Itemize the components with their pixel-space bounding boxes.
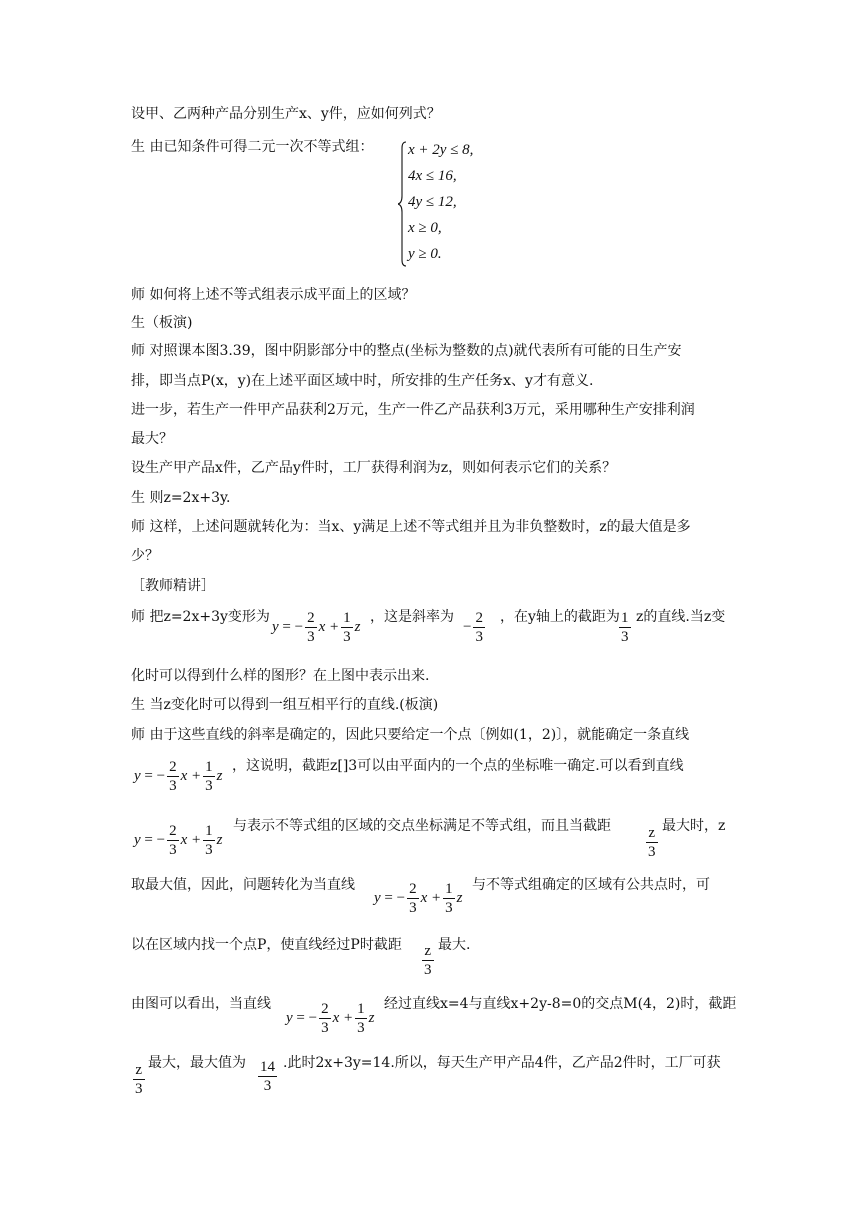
formula-line-eq (286, 1000, 374, 1037)
fraction-numerator: 2 (321, 1001, 329, 1017)
text-line-14d: z的直线.当z变 (636, 609, 726, 625)
text-line-9: 设生产甲产品x件，乙产品y件时，工厂获得利润为z，则如何表示它们的关系？ (131, 460, 617, 476)
text-line-7: 进一步，若生产一件甲产品获利2万元，生产一件乙产品获利3万元，采用哪种生产安排利润 (131, 402, 695, 418)
math-symbol: y (286, 1009, 293, 1026)
text-line-17: 师 由于这些直线的斜率是确定的，因此只要给定一个点〔例如(1，2)〕，就能确定一条直线 (131, 727, 690, 743)
fraction (646, 824, 658, 861)
text-line-20: 取最大值，因此，问题转化为当直线 (131, 877, 355, 893)
text-line-23b: .此时2x+3y=14.所以，每天生产甲产品4件，乙产品2件时，工厂可获 (283, 1055, 721, 1071)
formula-line-eq (134, 822, 222, 859)
fraction-denominator: 3 (307, 629, 315, 645)
text-line-19b: 最大时，z (662, 818, 726, 834)
formula-line-eq (134, 758, 222, 795)
fraction (305, 609, 317, 646)
fraction-denominator: 3 (205, 842, 213, 858)
text-line-21: 以在区域内找一个点P，使直线经过P时截距 (131, 937, 402, 953)
left-brace (398, 140, 408, 268)
math-symbol: x + (180, 831, 202, 848)
text-line-13: ［教师精讲］ (131, 578, 215, 594)
text-line-14c: ，在y轴上的截距为 (500, 609, 620, 625)
intercept-coefficient (617, 609, 633, 646)
math-symbol: = − (292, 1009, 318, 1026)
fraction (203, 758, 215, 795)
math-symbol: x + (420, 889, 442, 906)
fraction-numerator: 1 (445, 881, 453, 897)
intercept-fraction (644, 824, 660, 861)
fraction-numerator: 2 (409, 881, 417, 897)
text-line-23: 最大，最大值为 (148, 1055, 246, 1071)
math-symbol: y (134, 831, 141, 848)
fraction (167, 758, 179, 795)
math-symbol: x + (318, 618, 340, 635)
text-line-8: 最大？ (131, 431, 173, 447)
math-symbol: z (216, 767, 223, 784)
fraction (203, 822, 215, 859)
text-line-22b: 经过直线x=4与直线x+2y-8=0的交点M(4，2)时，截距 (384, 996, 737, 1012)
formula-line-eq (272, 609, 360, 646)
text-line-14: 师 把z=2x+3y变形为 (131, 609, 270, 625)
fraction-denominator: 3 (409, 900, 417, 916)
inequality-row: y ≥ 0. (408, 246, 442, 262)
math-symbol: y (134, 767, 141, 784)
intercept-fraction (131, 1061, 147, 1098)
fraction-numerator: 14 (260, 1059, 275, 1075)
fraction-numerator: 1 (205, 759, 213, 775)
fraction (422, 942, 434, 979)
slope-value (463, 609, 487, 646)
text-line-6: 排，即当点P(x，y)在上述平面区域中时，所安排的生产任务x、y才有意义. (131, 373, 594, 389)
math-symbol: = − (140, 767, 166, 784)
math-symbol: z (368, 1009, 375, 1026)
fraction-numerator: z (424, 943, 432, 959)
math-symbol: y (374, 889, 381, 906)
math-symbol: y (272, 618, 279, 635)
inequality-row: 4x ≤ 16, (408, 168, 457, 184)
math-symbol: z (216, 831, 223, 848)
fraction-denominator: 3 (135, 1081, 143, 1097)
fraction-denominator: 3 (424, 962, 432, 978)
fraction-denominator: 3 (621, 629, 629, 645)
fraction-denominator: 3 (205, 778, 213, 794)
fraction-numerator: 2 (169, 823, 177, 839)
fraction-numerator: z (648, 825, 656, 841)
fraction (258, 1058, 277, 1095)
math-symbol: z (354, 618, 361, 635)
text-line-21b: 最大. (438, 937, 471, 953)
math-symbol: = − (140, 831, 166, 848)
math-symbol: = − (380, 889, 406, 906)
text-line-2: 生 由已知条件可得二元一次不等式组： (131, 139, 374, 155)
fraction-numerator: 2 (169, 759, 177, 775)
text-line-22: 由图可以看出，当直线 (131, 996, 271, 1012)
fraction-denominator: 3 (169, 778, 177, 794)
text-line-10: 生 则z=2x+3y. (131, 490, 231, 506)
text-line-16: 生 当z变化时可以得到一组互相平行的直线.(板演) (131, 697, 439, 713)
formula-line-eq (374, 880, 462, 917)
math-symbol: − (463, 618, 472, 635)
fraction-denominator: 3 (343, 629, 351, 645)
math-symbol: x + (332, 1009, 354, 1026)
inequality-row: x + 2y ≤ 8, (408, 142, 474, 158)
fraction-denominator: 3 (445, 900, 453, 916)
fraction (473, 609, 485, 646)
fraction-denominator: 3 (169, 842, 177, 858)
text-line-18: ，这说明，截距z[]3可以由平面内的一个点的坐标唯一确定.可以看到直线 (232, 758, 684, 774)
fraction-denominator: 3 (263, 1078, 272, 1094)
text-line-3: 师 如何将上述不等式组表示成平面上的区域？ (131, 287, 416, 303)
fraction-numerator: 2 (307, 610, 315, 626)
fraction-numerator: 1 (621, 610, 629, 626)
fraction (133, 1061, 145, 1098)
fraction-numerator: 1 (343, 610, 351, 626)
inequality-row: x ≥ 0, (408, 220, 442, 236)
math-symbol: z (456, 889, 463, 906)
text-line-12: 少？ (131, 548, 159, 564)
text-line-19: 与表示不等式组的区域的交点坐标满足不等式组，而且当截距 (233, 818, 611, 834)
math-symbol: x + (180, 767, 202, 784)
fraction-numerator: z (135, 1062, 143, 1078)
text-line-1: 设甲、乙两种产品分别生产x、y件，应如何列式？ (131, 106, 441, 122)
fraction-denominator: 3 (357, 1020, 365, 1036)
fraction (443, 880, 455, 917)
text-line-15: 化时可以得到什么样的图形？在上图中表示出来. (131, 668, 430, 684)
fraction (355, 1000, 367, 1037)
fraction (407, 880, 419, 917)
fraction-denominator: 3 (475, 629, 483, 645)
inequality-row: 4y ≤ 12, (408, 194, 457, 210)
intercept-fraction (420, 942, 436, 979)
fraction-numerator: 1 (357, 1001, 365, 1017)
fraction-denominator: 3 (648, 844, 656, 860)
text-line-11: 师 这样，上述问题就转化为：当x、y满足上述不等式组并且为非负整数时，z的最大值是多 (131, 519, 691, 535)
max-value-fraction (256, 1058, 279, 1095)
fraction-numerator: 1 (205, 823, 213, 839)
fraction (167, 822, 179, 859)
fraction (619, 609, 631, 646)
fraction (319, 1000, 331, 1037)
text-line-14b: ，这是斜率为 (370, 609, 454, 625)
text-line-4: 生（板演) (131, 315, 193, 331)
math-symbol: = − (278, 618, 304, 635)
fraction-numerator: 2 (475, 610, 483, 626)
inequality-system (398, 140, 478, 272)
text-line-20b: 与不等式组确定的区域有公共点时，可 (472, 877, 710, 893)
fraction (341, 609, 353, 646)
text-line-5: 师 对照课本图3.39，图中阴影部分中的整点(坐标为整数的点)就代表所有可能的日生产安 (131, 343, 682, 359)
fraction-denominator: 3 (321, 1020, 329, 1036)
